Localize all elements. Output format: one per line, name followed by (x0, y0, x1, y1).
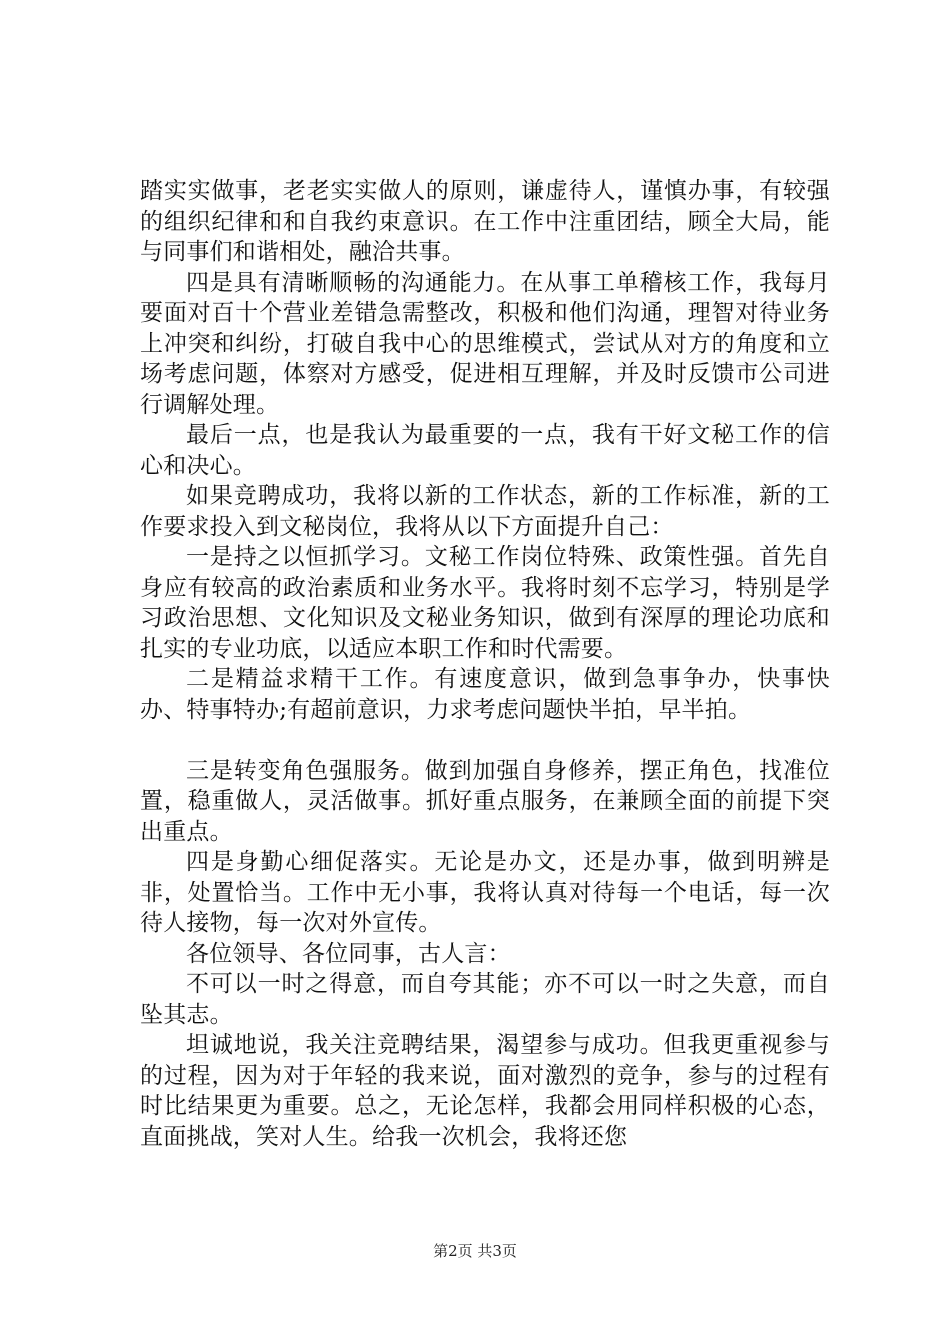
paragraph-11: 坦诚地说，我关注竞聘结果，渴望参与成功。但我更重视参与的过程，因为对于年轻的我来说，面对激烈的竞争，参与的过程有时比结果更为重要。总之，无论怎样，我都会用同样积极的心态，直面挑战，笑对人生。给我一次机会，我将还您 (140, 1032, 830, 1150)
document-body (140, 176, 830, 1152)
paragraph-3: 最后一点，也是我认为最重要的一点，我有干好文秘工作的信心和决心。 (140, 422, 830, 479)
blank-line (140, 725, 830, 756)
paragraph-8: 四是身勤心细促落实。无论是办文，还是办事，做到明辨是非，处置恰当。工作中无小事，我将认真对待每一个电话，每一次待人接物，每一次对外宣传。 (140, 849, 830, 936)
paragraph-5: 一是持之以恒抓学习。文秘工作岗位特殊、政策性强。首先自身应有较高的政治素质和业务水平。我将时刻不忘学习，特别是学习政治思想、文化知识及文秘业务知识，做到有深厚的理论功底和扎实的专业功底，以适应本职工作和时代需要。 (140, 544, 830, 662)
paragraph-10: 不可以一时之得意，而自夸其能；亦不可以一时之失意，而自坠其志。 (140, 971, 830, 1028)
page-footer: 第2页 共3页 (433, 1242, 517, 1260)
paragraph-2: 四是具有清晰顺畅的沟通能力。在从事工单稽核工作，我每月要面对百十个营业差错急需整改，积极和他们沟通，理智对待业务上冲突和纠纷，打破自我中心的思维模式，尝试从对方的角度和立场考虑问题，体察对方感受，促进相互理解，并及时反馈市公司进行调解处理。 (140, 269, 830, 418)
paragraph-9: 各位领导、各位同事，古人言： (186, 940, 511, 967)
paragraph-1: 踏实实做事，老老实实做人的原则，谦虚待人，谨慎办事，有较强的组织纪律和和自我约束意识。在工作中注重团结，顾全大局，能与同事们和谐相处，融洽共事。 (140, 178, 830, 265)
paragraph-4: 如果竞聘成功，我将以新的工作状态，新的工作标准，新的工作要求投入到文秘岗位，我将从以下方面提升自己： (140, 483, 830, 540)
paragraph-6: 二是精益求精干工作。有速度意识，做到急事争办，快事快办、特事特办;有超前意识，力求考虑问题快半拍，早半拍。 (140, 666, 830, 723)
paragraph-7: 三是转变角色强服务。做到加强自身修养，摆正角色，找准位置，稳重做人，灵活做事。抓好重点服务，在兼顾全面的前提下突出重点。 (140, 757, 830, 845)
